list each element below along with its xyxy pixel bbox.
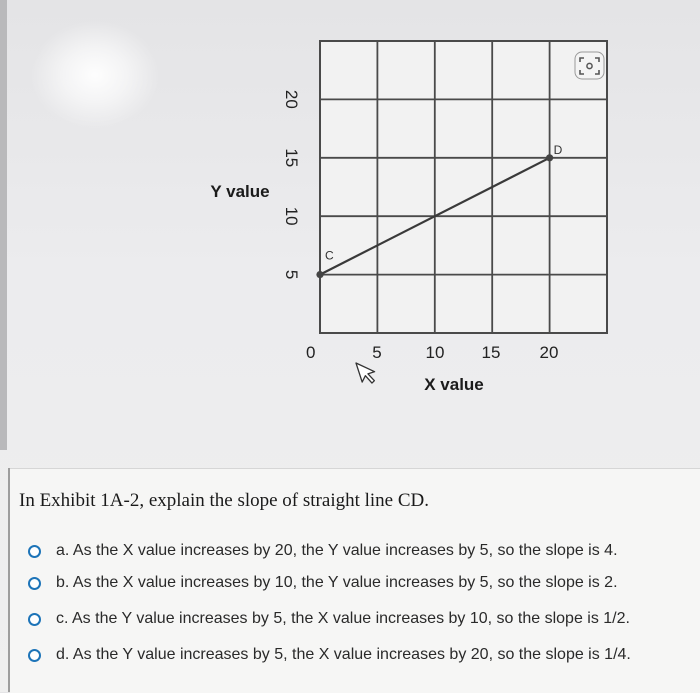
origin-label: 0 bbox=[306, 343, 316, 362]
point-c bbox=[316, 271, 323, 278]
answer-option-label: b. As the X value increases by 10, the Y value increases by 5, so the slope is 2. bbox=[56, 574, 618, 591]
plot-area bbox=[320, 41, 607, 333]
answer-option-label: a. As the X value increases by 20, the Y value increases by 5, so the slope is 4. bbox=[56, 542, 618, 559]
radio-button[interactable] bbox=[28, 649, 41, 662]
chart-grid bbox=[320, 41, 607, 333]
y-tick-label: 5 bbox=[282, 269, 301, 280]
question-text: In Exhibit 1A-2, explain the slope of straight line CD. bbox=[19, 490, 430, 511]
point-label-c: C bbox=[325, 248, 334, 263]
radio-button[interactable] bbox=[28, 577, 41, 590]
y-tick-label: 10 bbox=[282, 206, 301, 226]
answer-option-label: d. As the Y value increases by 5, the X value increases by 20, so the slope is 1/4. bbox=[56, 646, 631, 663]
image-scan-icon[interactable] bbox=[575, 52, 604, 79]
x-tick-label: 10 bbox=[425, 343, 445, 362]
answer-option-c[interactable] bbox=[28, 606, 630, 632]
radio-button[interactable] bbox=[28, 613, 41, 626]
answer-option-d[interactable] bbox=[28, 642, 631, 668]
point-label-d: D bbox=[553, 142, 563, 157]
answer-option-b[interactable] bbox=[28, 570, 618, 596]
answer-option-a[interactable] bbox=[28, 538, 618, 564]
answer-option-label: c. As the Y value increases by 5, the X value increases by 10, so the slope is 1/2. bbox=[56, 610, 630, 627]
y-tick-label: 15 bbox=[282, 148, 301, 168]
x-tick-label: 15 bbox=[481, 343, 501, 362]
mouse-cursor-icon bbox=[356, 358, 378, 385]
y-tick-label: 20 bbox=[282, 89, 301, 109]
radio-button[interactable] bbox=[28, 545, 41, 558]
y-axis-label: Y value bbox=[210, 182, 270, 201]
x-axis-label: X value bbox=[424, 375, 484, 394]
point-d bbox=[546, 154, 553, 161]
x-tick-label: 5 bbox=[372, 343, 382, 362]
x-tick-label: 20 bbox=[539, 343, 559, 362]
